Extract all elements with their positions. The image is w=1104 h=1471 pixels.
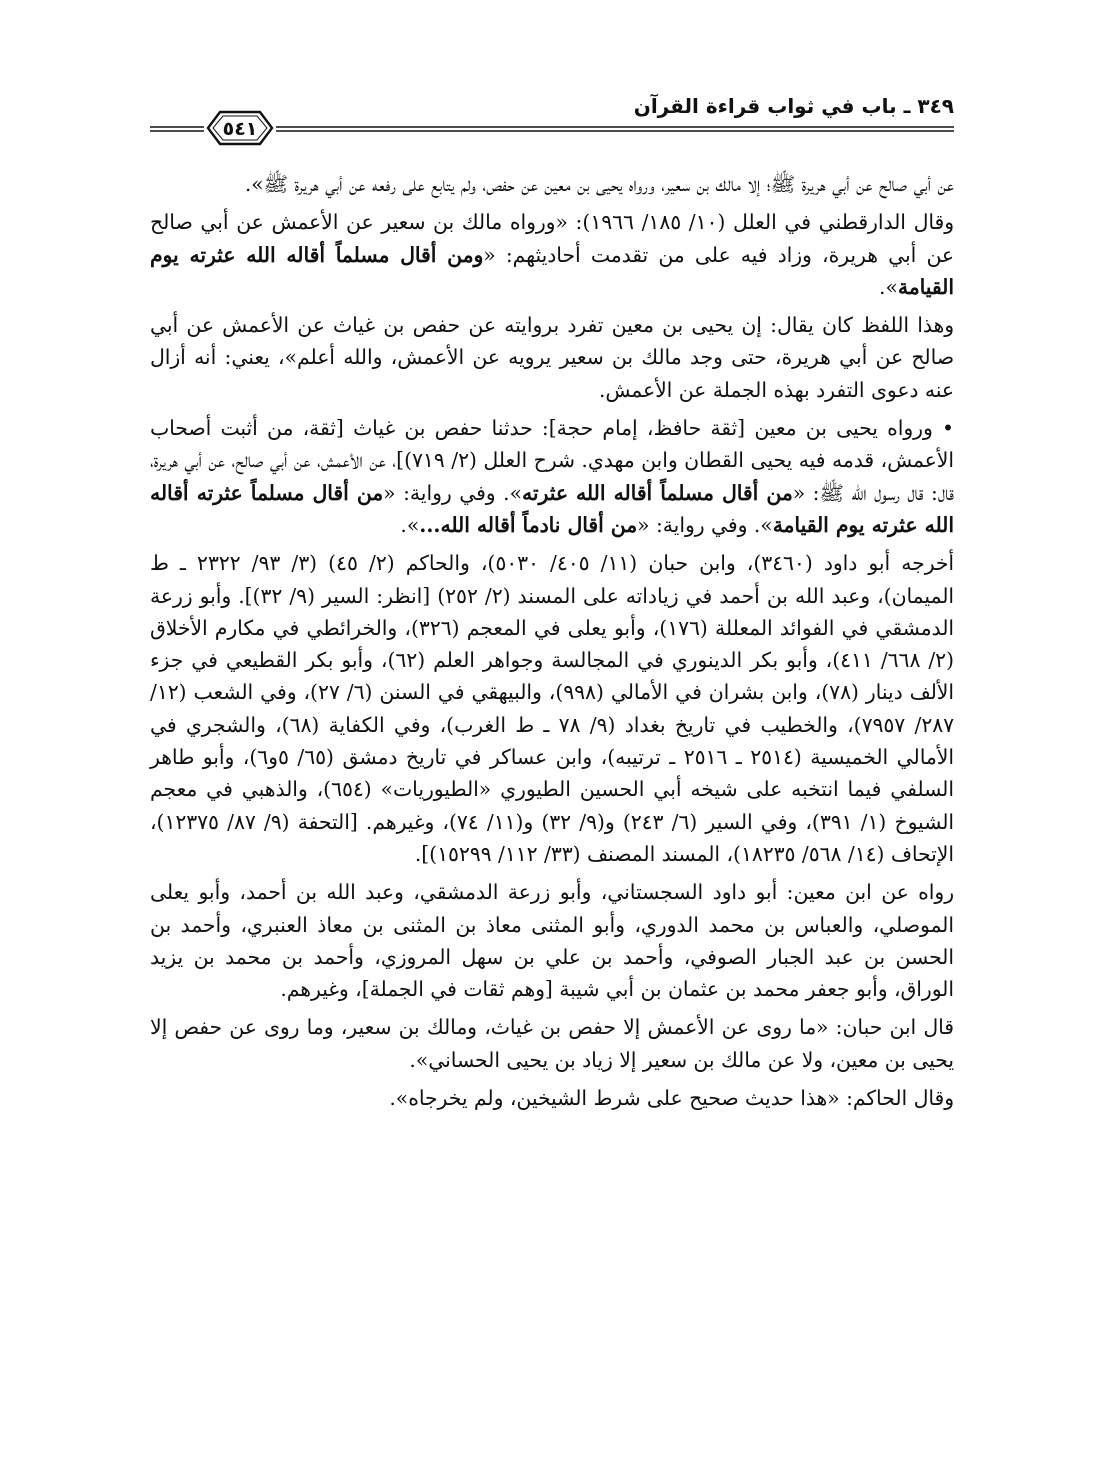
text-run: ». وفي رواية: « (637, 512, 773, 537)
page-body (150, 168, 954, 1120)
text-run: ». وفي رواية: « (383, 480, 522, 505)
paragraph (150, 1082, 954, 1114)
page-number: ٥٤١ (222, 118, 258, 140)
text-run: وقال الدارقطني في العلل (١٠/ ١٨٥/ ١٩٦٦): «ورواه مالك بن سعير عن الأعمش عن أبي صالح عن أبي هريرة، وزاد فيه على من تقدمت أحاديثهم: « (150, 210, 955, 267)
bold-quote: من أقال مسلماً عثرته أقاله الله عثرته يوم القيامة (150, 480, 954, 537)
text-run: ». (879, 274, 898, 299)
text-run: قال ابن حبان: «ما روى عن الأعمش إلا حفص بن غياث، ومالك بن سعير، وما روى عن حفص إلا يحيى بن معين، ولا عن مالك بن سعير إلا زياد بن يحيى الحساني». (150, 1015, 954, 1072)
chapter-title: ٣٤٩ ـ باب في ثواب قراءة القرآن (633, 94, 954, 118)
text-run: وهذا اللفظ كان يقال: إن يحيى بن معين تفرد بروايته عن حفص بن غياث عن الأعمش عن أبي صالح عن أبي هريرة، حتى وجد مالك بن سعير يرويه عن الأعمش، والله أعلم»، يعني: أنه أزال عنه دعوى التفرد بهذه الجملة عن الأعمش. (150, 313, 954, 402)
paragraph (150, 1011, 954, 1076)
text-run: ». (400, 512, 420, 537)
text-run: عن أبي صالح عن أبي هريرة ﷺ؛ إلا مالك بن سعير، ورواه يحيى بن معين عن حفص، ولم يتابع على رفعه عن أبي هريرة ﷺ». (244, 172, 954, 196)
text-run: • ورواه يحيى بن معين [ثقة حافظ، إمام حجة]: حدثنا حفص بن غياث [ثقة، من أثبت أصحاب الأعمش، قدمه فيه يحيى القطان وابن مهدي. شرح العلل (٢/ ٧١٩)]، عن الأعمش، عن أبي صالح، عن أبي هريرة، قال: قال رسول الله ﷺ: « (150, 416, 955, 505)
bold-quote: من أقال مسلماً أقاله الله عثرته (521, 480, 793, 505)
paragraph (150, 547, 954, 870)
page-header (150, 78, 954, 148)
paragraph (150, 168, 954, 200)
bold-quote: من أقال نادماً أقاله الله... (419, 512, 638, 537)
paragraph (150, 412, 954, 541)
paragraph (150, 206, 954, 303)
text-run: أخرجه أبو داود (٣٤٦٠)، وابن حبان (١١/ ٤٠٥/ ٥٠٣٠)، والحاكم (٢/ ٤٥) (٣/ ٩٣/ ٢٣٢٢ ـ ط الميمان)، وعبد الله بن أحمد في زياداته على المسند (٢/ ٢٥٢) [انظر: السير (٩/ ٣٢)]. وأبو زرعة الدمشقي في الفوائد المعللة (١٧٦)، وأبو يعلى في المعجم (٣٢٦)، والخرائطي في مكارم الأخلاق (٢/ ٦٦٨/ ٤١١)، وأبو بكر الدينوري في المجالسة وجواهر العلم (٦٢)، وأبو بكر القطيعي في جزء الألف دينار (٧٨)، وابن بشران في الأمالي (٩٩٨)، والبيهقي في السنن (٦/ ٢٧)، وفي الشعب (١٢/ ٢٨٧/ ٧٩٥٧)، والخطيب في تاريخ بغداد (٩/ ٧٨ ـ ط الغرب)، وفي الكفاية (٦٨)، والشجري في الأمالي الخميسية (٢٥١٤ ـ ٢٥١٦ ـ ترتيبه)، وابن عساكر في تاريخ دمشق (٦٥/ ٥و٦)، وأبو طاهر السلفي فيما انتخبه على شيخه أبي الحسين الطيوري «الطيوريات» (٦٥٤)، والذهبي في معجم الشيوخ (١/ ٣٩١)، وفي السير (٦/ ٢٤٣) و(٩/ ٣٢) و(١١/ ٧٤)، وغيرهم. [التحفة (٩/ ٨٧/ ١٢٣٧٥)، الإتحاف (١٤/ ٥٦٨/ ١٨٢٣٥)، المسند المصنف (٣٣/ ١١٢/ ١٥٢٩٩)]. (150, 551, 955, 866)
text-run: رواه عن ابن معين: أبو داود السجستاني، وأبو زرعة الدمشقي، وعبد الله بن أحمد، وأبو يعلى الموصلي، والعباس بن محمد الدوري، وأبو المثنى معاذ بن المثنى بن معاذ العنبري، وأحمد بن الحسن بن عبد الجبار الصوفي، وأحمد بن علي بن سهل المروزي، وأحمد بن محمد بن يزيد الوراق، وأبو جعفر محمد بن عثمان بن أبي شيبة [وهم ثقات في الجملة]، وغيرهم. (150, 880, 954, 1002)
paragraph (150, 309, 954, 406)
bold-quote: ومن أقال مسلماً أقاله الله عثرته يوم القيامة (150, 242, 954, 299)
page-number-badge (200, 106, 280, 150)
paragraph (150, 876, 954, 1005)
text-run: وقال الحاكم: «هذا حديث صحيح على شرط الشيخين، ولم يخرجاه». (389, 1086, 954, 1111)
